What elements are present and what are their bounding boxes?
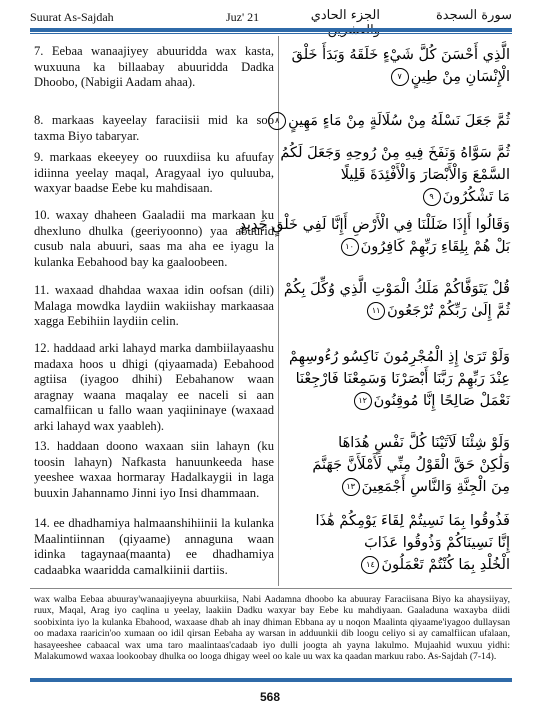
arabic-text: ثُمَّ جَعَلَ نَسْلَهُ مِنْ سُلَالَةٍ مِنْ مَاءٍ مَهِينٍ: [288, 113, 510, 129]
arabic-text: الْإِنْسَانِ مِنْ طِينٍ: [410, 69, 510, 85]
footnote-commentary: wax walba Eebaa abuuray'wanaajiyeyna abuurkiisa, Nabi Aadamna dhoobo ka abuuray Faraciisana Biyo ka ahaysiiyay, ruux, Maqal, Arag iyo caqlina u yeelay, laakiin Dadku waxyar bay Eebe ku mahdiyaan. Gaaladuna waxayba diidi soobixinta iyo la kulanka Ebahood, waxaase dhab ah inay dhiman Ebbana ay u noqon Maalinta qiyaame'iyagoo dullaysan oo madaxa raaricin'oo xumaan oo idil qirsan Eebaha ay warsan in adduunkii dib loogu celiyo si ay camalfiican ufalaan, hasayeeshee cabaacal wax uma taro maalintaas'cadaab iyo dulli joogta ah yayna lakulmo. Mujaahid wuxuu yidhi: Malakumowd waxaa lookoobay dhulka oo looga dhigay weel oo kale uu wax ka qaadan markuu rabo. As-Sajdah (7-14).: [34, 594, 510, 663]
verse-translation: 8. markaas kayeelay faraciisii mid ka soo taxma Biyo tabaryar.: [34, 113, 274, 143]
header-rule-thin: [30, 33, 512, 34]
juz-arabic-title: الجزء الحادي: [310, 8, 380, 23]
verse-arabic: [288, 346, 510, 412]
header-rule: [30, 28, 512, 32]
arabic-line: [288, 66, 510, 88]
arabic-line: إِنَّا نَسِينَاكُمْ وَذُوقُوا عَذَابَ: [364, 535, 510, 551]
verse-number-marker: ٨: [268, 112, 286, 130]
verse-number-marker: ١٤: [361, 556, 379, 574]
verse-arabic: [283, 278, 510, 322]
arabic-line: قُلْ يَتَوَفَّاكُمْ مَلَكُ الْمَوْتِ الَّذِي وُكِّلَ بِكُمْ: [283, 281, 510, 297]
arabic-text: مَا تَشْكُرُونَ: [442, 189, 510, 205]
verse-number-marker: ١٣: [342, 478, 360, 496]
arabic-line: [288, 236, 510, 258]
page-number: 568: [259, 690, 281, 704]
verse-translation: 12. haddaad arki lahayd marka dambiilayaashu madaxa hoos u dhigi (qiyaamada) Eebahood agtiisa (iyagoo dhihi) Eebahanow waan aragnay waana maqalay ee naceli si aan camalfiican u fallo waan yaqiininaye (waxaad arki lahayd wax yaableh).: [34, 341, 274, 433]
arabic-line: [288, 476, 510, 498]
verse-number-marker: ١١: [367, 302, 385, 320]
verse-arabic: [274, 110, 510, 132]
arabic-line: وَلَٰكِنْ حَقَّ الْقَوْلُ مِنِّي لَأَمْلَأَنَّ جَهَنَّمَ: [312, 457, 510, 473]
arabic-line: الَّذِي أَحْسَنَ كُلَّ شَيْءٍ خَلَقَهُ وَبَدَأَ خَلْقَ: [291, 47, 510, 63]
arabic-line: [288, 554, 510, 576]
verse-translation: 13. haddaan doono waxaan siin lahayn (ku toosin lahayn) Nafkasta hanuunkeeda hase yeeshee waxaa hormaray Hadalkaygii in laga buuxin Jahannamo Jinni iyo Insi dhammaan.: [34, 439, 274, 500]
arabic-line: [288, 390, 510, 412]
arabic-line: وَلَوْ تَرَىٰ إِذِ الْمُجْرِمُونَ نَاكِسُو رُءُوسِهِمْ: [288, 349, 510, 365]
verse-translation: 11. waxaad dhahdaa waxaa idin oofsan (dili) Malaga mowdka laydiin wakiishay markaasaa xagga Eebihiin laydiin celin.: [34, 283, 274, 329]
verse-number-marker: ٧: [391, 68, 409, 86]
verse-arabic: [288, 510, 510, 576]
surah-arabic-title: سورة السجدة: [435, 8, 512, 23]
verse-translation: 9. markaas ekeeyey oo ruuxdiisa ku afuufay idiinna yeelay maqal, Aragyaal iyo quluuba, waxyar baadse Eebe ku mahdisaan.: [34, 150, 274, 196]
arabic-line: [288, 186, 510, 208]
arabic-text: الْخُلْدِ بِمَا كُنْتُمْ تَعْمَلُونَ: [381, 557, 510, 573]
arabic-line: عِنْدَ رَبِّهِمْ رَبَّنَا أَبْصَرْنَا وَسَمِعْنَا فَارْجِعْنَا: [295, 371, 510, 387]
arabic-line: [274, 110, 510, 132]
arabic-text: مِنَ الْجِنَّةِ وَالنَّاسِ أَجْمَعِينَ: [361, 479, 510, 495]
footer-rule: [30, 678, 512, 682]
verse-number-marker: ٩: [423, 188, 441, 206]
verse-arabic: [239, 214, 510, 258]
verse-arabic: [288, 432, 510, 498]
arabic-line: [288, 300, 510, 322]
surah-title: Suurat As-Sajdah: [30, 10, 114, 24]
arabic-line: ثُمَّ سَوَّاهُ وَنَفَخَ فِيهِ مِنْ رُوحِهِ وَجَعَلَ لَكُمُ: [280, 145, 510, 161]
verse-translation: 7. Eebaa wanaajiyey abuuridda wax kasta, wuxuuna ka billaabay abuuridda Dadka Dhoobo, (Nabigii Aadam ahaa).: [34, 44, 274, 90]
footnote-divider: [30, 588, 512, 589]
verse-number-marker: ١٢: [354, 392, 372, 410]
page-header: [30, 6, 512, 28]
arabic-line: السَّمْعَ وَالْأَبْصَارَ وَالْأَفْئِدَةَ قَلِيلًا: [340, 167, 510, 183]
verse-arabic: [280, 142, 510, 208]
arabic-line: وَقَالُوا أَإِذَا ضَلَلْنَا فِي الْأَرْضِ أَإِنَّا لَفِي خَلْقٍ جَدِيدٍ: [239, 217, 510, 233]
arabic-line: وَلَوْ شِئْنَا لَآتَيْنَا كُلَّ نَفْسٍ هُدَاهَا: [338, 435, 510, 451]
verse-translation: 14. ee dhadhamiya halmaanshihiinii la kulanka Maalintiinnan (qiyaame) annaguna waan idinka tagaynaa(maanta) ee dhadhamiya cadaabka waaridda camalkiinii dartiis.: [34, 516, 274, 577]
arabic-line: فَذُوقُوا بِمَا نَسِيتُمْ لِقَاءَ يَوْمِكُمْ هَٰذَا: [315, 513, 510, 529]
verse-arabic: [288, 44, 510, 88]
arabic-text: نَعْمَلْ صَالِحًا إِنَّا مُوقِنُونَ: [373, 393, 510, 409]
verse-number-marker: ١٠: [341, 238, 359, 256]
verse-translation: 10. waxay dhaheen Gaaladii ma markaan ku dhexluno dhulka (geeriyoonno) yaa abuurid cusub nala abuuri, saas ma aha ee iyagu la kulanka Eebahood bay ka gaaloobeen.: [34, 208, 274, 269]
juz-label: Juz' 21: [226, 10, 260, 24]
arabic-text: بَلْ هُمْ بِلِقَاءِ رَبِّهِمْ كَافِرُونَ: [360, 239, 510, 255]
arabic-text: ثُمَّ إِلَىٰ رَبِّكُمْ تُرْجَعُونَ: [387, 303, 510, 319]
